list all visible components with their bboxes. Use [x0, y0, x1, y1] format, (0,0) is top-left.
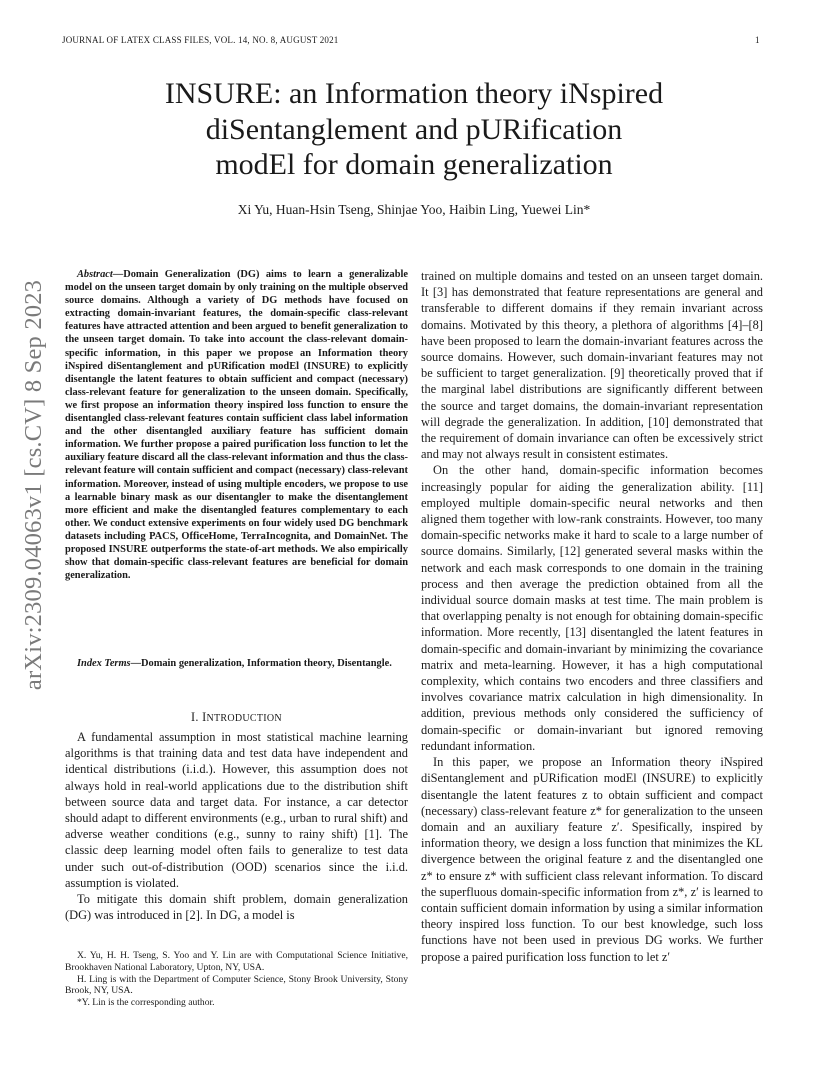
paragraph: In this paper, we propose an Information theory iNspired diSentanglement and pURification modEl (INSURE) to explicitly disentangle the latent features z to obtain sufficient and compact (necessary) class-relevant feature z* for generalization to the unseen domain and an auxiliary feature z′. Spesifically, inspired by information theory, we design a loss function that minimizes the KL divergence between the original feature z and the disentangled one z* to ensure z* with sufficient class relevant information. To discard the superfluous domain-specific information from z*, z′ is learned to contain sufficient domain information by using a similar information theory inspired loss function. To our best knowledge, such loss functions have not been used in previous DG works. We further propose a paired purification loss function to let z′ [421, 755, 763, 964]
paragraph: To mitigate this domain shift problem, domain generalization (DG) was introduced in [2]. In DG, a model is [65, 892, 408, 923]
paragraph: trained on multiple domains and tested on an unseen target domain. It [3] has demonstrated that feature representations are general and transferable to different domains if they remain invariant across domains. Motivated by this theory, a plethora of algorithms [4]–[8] have been proposed to learn the domain-invariant features across the source domains. However, such domain-invariant features may not be sufficient to target generalization. [9] theoretically proved that if the marginal label distributions are significantly different between the source and target domains, the domain-invariant representation will degrade the generalization. In addition, [10] demonstrated that the requirement of domain invariance can often be excessively strict and may not always result in consistent estimates. [421, 269, 763, 462]
footnotes [65, 950, 408, 1009]
index-terms [65, 657, 408, 670]
page-number: 1 [755, 35, 760, 45]
abstract-label: Abstract [77, 269, 113, 280]
abstract-text: —Domain Generalization (DG) aims to learn a generalizable model on the unseen target domain by only training on the multiple observed source domains. Although a variety of DG methods have focused on extracting domain-invariant features, the domain-specific class-relevant features have attracted attention and been argued to benefit generalization to the unseen target domain. To take into account the class-relevant domain-specific information, in this paper we propose an Information theory iNspired diSentanglement and pURification modEl (INSURE) to explicitly disentangle the latent features to obtain sufficient and compact (necessary) class-relevant feature for generalization to the unseen domain. Specifically, we first propose an information theory inspired loss function to ensure the disentangled class-relevant features contain sufficient class label information and the other disentangled auxiliary feature has sufficient domain information. We further propose a paired purification loss function to let the auxiliary feature discard all the class-relevant information and thus the class-relevant feature will contain sufficient and compact (necessary) class-relevant information. Moreover, instead of using multiple encoders, we propose to use a learnable binary mask as our disentangler to make the disentanglement more efficient and make the disentangled features complementary to each other. We conduct extensive experiments on four widely used DG benchmark datasets including PACS, OfficeHome, TerraIncognita, and DomainNet. The proposed INSURE outperforms the state-of-art methods. We also empirically show that domain-specific class-relevant features are beneficial for domain generalization. [65, 269, 408, 582]
title-line: diSentanglement and pURification [205, 112, 623, 146]
index-terms-text: —Domain generalization, Information theory, Disentangle. [130, 658, 392, 669]
section-title-rest: NTRODUCTION [206, 713, 282, 724]
section-number: I. [191, 710, 203, 724]
right-column [421, 268, 763, 965]
footnote: *Y. Lin is the corresponding author. [77, 997, 215, 1009]
arxiv-id: arXiv:2309.04063v1 [cs.CV] 8 Sep 2023 [20, 279, 47, 691]
section-title-first: I [202, 710, 207, 724]
index-terms-label: Index Terms [77, 658, 131, 669]
footnote: H. Ling is with the Department of Computer Science, Stony Brook University, Stony Brook, NY, USA. [65, 973, 408, 997]
arxiv-stamp [18, 279, 50, 691]
introduction-left [65, 729, 408, 923]
section-heading [65, 710, 408, 725]
footnote: X. Yu, H. H. Tseng, S. Yoo and Y. Lin are with Computational Science Initiative, Brookhaven National Laboratory, Upton, NY, USA. [65, 950, 408, 973]
paragraph: A fundamental assumption in most statistical machine learning algorithms is that training data and test data have independent and identical distributions (i.i.d.). However, this assumption does not always hold in real-world applications due to the distribution shift between source data and target data. For instance, a car detector should adapt to different environments (e.g., urban to rural shift) and adverse weather conditions (e.g., sunny to rainy shift) [1]. The classic deep learning model often fails to generalize to test data under such out-of-distribution (OOD) scenarios since the i.i.d. assumption is violated. [65, 730, 408, 890]
paper-title [0, 76, 828, 183]
title-line: INSURE: an Information theory iNspired [164, 77, 664, 110]
journal-header: JOURNAL OF LATEX CLASS FILES, VOL. 14, NO. 8, AUGUST 2021 [62, 35, 339, 45]
title-line: modEl for domain generalization [215, 148, 613, 181]
paragraph: On the other hand, domain-specific information becomes increasingly popular for aiding the generalization ability. [11] employed multiple domain-specific neural networks and then aligned them together with low-rank constraints. However, too many domain-specific networks make it hard to scale to a large number of source domains. Similarly, [12] generated several masks within the network and each mask corresponds to one domain in the training process and then average the prediction obtained from all the individual source domain masks at test time. The main problem is that overlapping penalty is not enough for obtaining domain-specific information. More recently, [13] disentangled the latent features in domain-specific and domain-invariant by minimizing the covariance matrix and meta-learning. However, it has a high computational complexity, which contains two encoders and three classifiers and involves covariance matrix calculation in high dimensionality. In addition, previous methods only considered the sufficiency of domain-specific or domain-invariant but ignored removing redundant information. [421, 463, 763, 753]
abstract [65, 268, 408, 582]
author-list: Xi Yu, Huan-Hsin Tseng, Shinjae Yoo, Haibin Ling, Yuewei Lin* [237, 202, 591, 217]
